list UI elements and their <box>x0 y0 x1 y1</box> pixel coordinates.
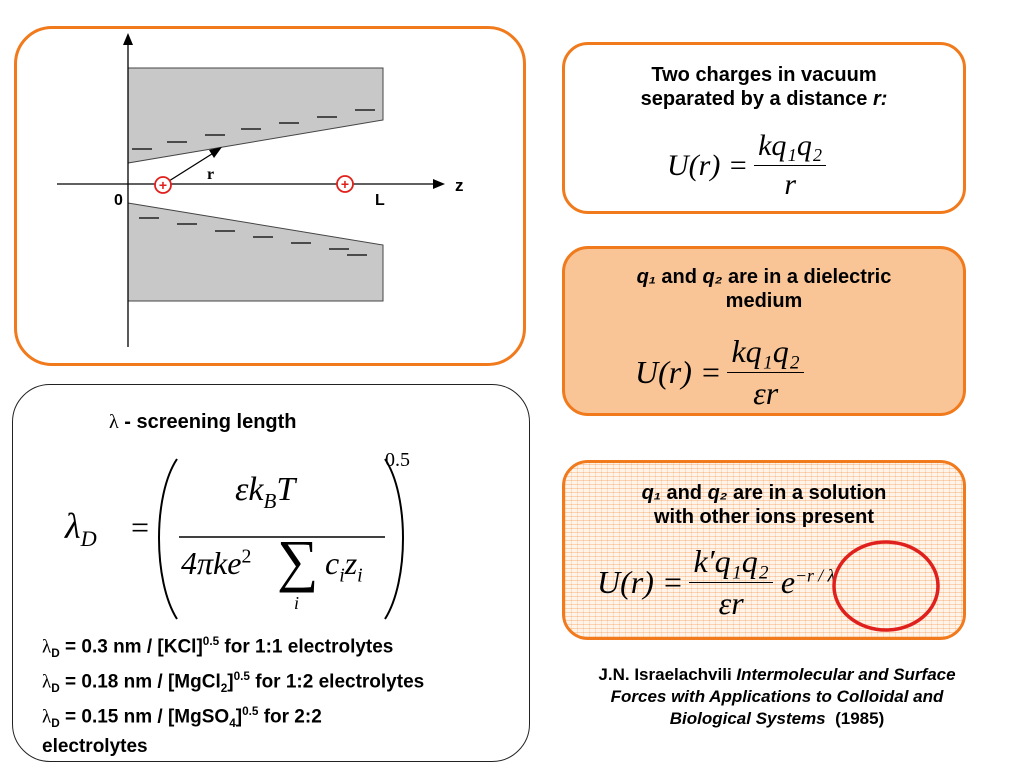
solution-lhs: U(r) = <box>597 564 684 600</box>
charge-q2-sign: + <box>340 176 350 192</box>
upper-charged-wall <box>128 68 383 163</box>
sum-index: i <box>294 593 300 613</box>
dielectric-heading-line1: q₁ and q₂ are in a dielectric <box>636 266 892 288</box>
debye-lhs: $\lambda_D$ <box>65 506 97 552</box>
dielectric-fraction <box>727 333 803 412</box>
exp-exponent: −r / λ <box>795 565 836 586</box>
solution-heading-line2: with other ions present <box>653 506 875 528</box>
vacuum-denominator: r <box>784 168 797 201</box>
vacuum-heading <box>565 63 963 111</box>
vacuum-heading-line2: separated by a distance r: <box>640 88 888 110</box>
vacuum-panel <box>562 42 966 214</box>
dielectric-lhs: U(r) = <box>635 354 722 390</box>
dielectric-denominator: εr <box>753 375 779 411</box>
charge-q1-sign: + <box>158 177 168 193</box>
lower-charged-wall <box>128 203 383 301</box>
solution-heading <box>565 481 963 529</box>
vacuum-heading-line1: Two charges in vacuum <box>651 64 877 86</box>
z-axis-arrowhead <box>433 179 445 189</box>
debye-numerator: $\varepsilon k_BT$ <box>235 471 296 513</box>
vacuum-lhs: U(r) = <box>667 148 749 182</box>
solution-heading-line1: q₁ and q₂ are in a solution <box>641 482 887 504</box>
citation <box>560 664 994 730</box>
citation-line2: Forces with Applications to Colloidal and <box>610 687 944 706</box>
solution-panel <box>562 460 966 640</box>
solution-fraction <box>689 543 772 622</box>
vacuum-fraction <box>754 129 826 202</box>
screening-factor <box>781 564 835 601</box>
debye-denominator: 4πke$^2$ <box>181 545 252 581</box>
screened-coulomb-equation <box>597 543 835 622</box>
coulomb-dielectric-equation <box>635 333 804 412</box>
solution-denominator: εr <box>718 585 744 621</box>
debye-power: 0.5 <box>385 449 410 471</box>
dielectric-numerator: kq₁q₂ <box>727 333 803 373</box>
screening-heading: λ - screening length <box>109 411 297 433</box>
dielectric-panel <box>562 246 966 416</box>
electrolyte-line-1: $\lambda_D = 0.3$ nm / [KCl]$^{0.5}$ for 1:1 electrolytes <box>42 635 394 661</box>
dielectric-heading-line2: medium <box>725 290 803 312</box>
solution-numerator: k′q₁q₂ <box>689 543 772 583</box>
debye-den-terms: $c_iz_i$ <box>325 545 363 587</box>
vacuum-numerator: kq₁q₂ <box>754 129 826 166</box>
debye-equals: = <box>131 509 150 545</box>
label-r: r <box>207 166 215 183</box>
electrolyte-line-2: $\lambda_D = 0.18$ nm / [MgCl$_2$]$^{0.5}$ for 1:2 electrolytes <box>42 670 425 696</box>
vertical-axis-arrowhead <box>123 33 133 45</box>
exp-base: e <box>780 564 796 600</box>
coulomb-vacuum-equation <box>667 129 826 202</box>
dielectric-heading <box>565 265 963 313</box>
electrolyte-line-3-cont: electrolytes <box>42 736 148 758</box>
citation-line1: J.N. Israelachvili Intermolecular and Surface <box>598 665 956 684</box>
citation-line3: Biological Systems (1985) <box>669 709 885 728</box>
sum-symbol: ∑ <box>277 528 319 593</box>
diagram-panel <box>14 26 526 366</box>
vacuum-heading-r: r: <box>872 88 888 110</box>
label-L: L <box>375 192 385 209</box>
electrolyte-line-3: $\lambda_D = 0.15$ nm / [MgSO$_4$]$^{0.5}$ for 2:2 <box>42 705 322 731</box>
label-z: z <box>455 176 464 195</box>
label-origin: 0 <box>114 192 123 209</box>
electrolyte-list <box>42 630 424 758</box>
pore-diagram <box>17 29 523 363</box>
